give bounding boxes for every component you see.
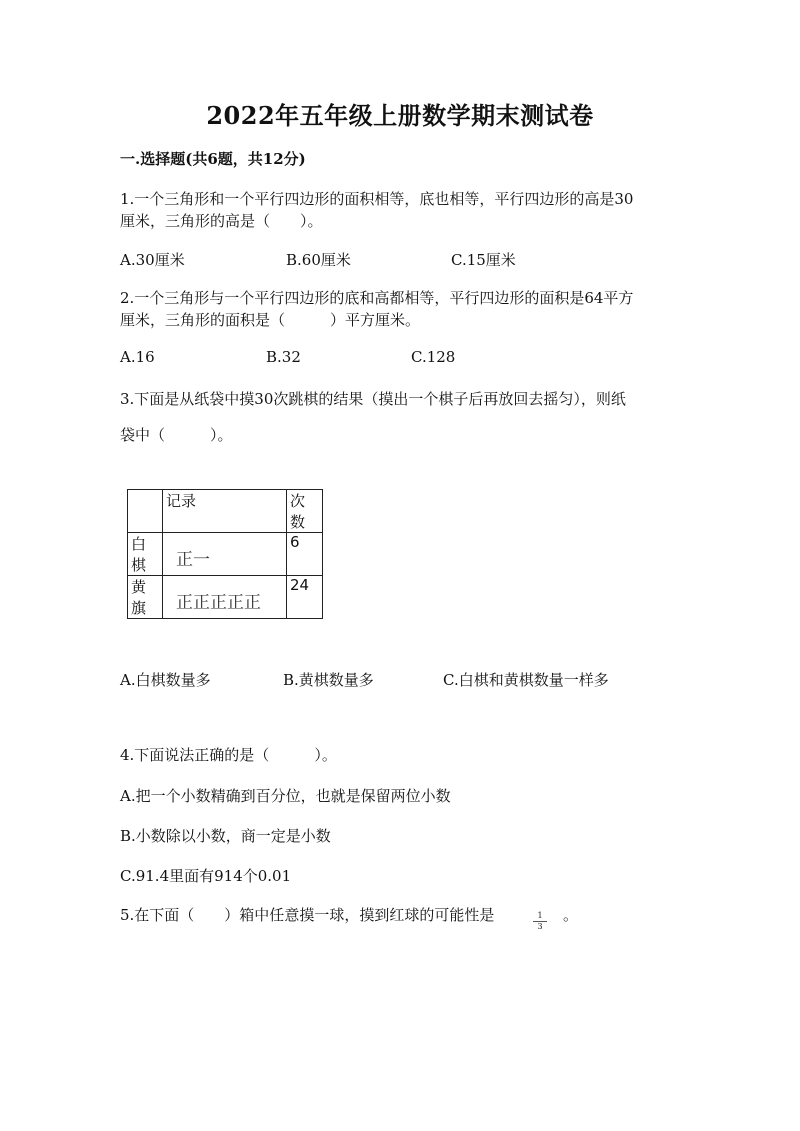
- table-header-record: 记录: [163, 490, 287, 533]
- table-cell: [128, 490, 163, 533]
- q4-option-b: B.小数除以小数，商一定是小数: [120, 827, 331, 845]
- fraction-numerator: 1: [533, 911, 547, 922]
- q3-line2: 袋中（ ）。: [120, 426, 233, 444]
- tally-table: [127, 489, 323, 619]
- q5-stem: 5.在下面（ ）箱中任意摸一球，摸到红球的可能性是: [120, 906, 495, 924]
- q1-option-c: C.15厘米: [451, 251, 516, 269]
- q2-line2: 厘米，三角形的面积是（ ）平方厘米。: [120, 311, 421, 329]
- q4-option-a: A.把一个小数精确到百分位，也就是保留两位小数: [120, 787, 451, 805]
- row-label-yellow: 黄旗: [128, 576, 163, 619]
- section-heading: 一.选择题(共6题，共12分): [120, 150, 306, 168]
- count-white: 6: [287, 533, 323, 576]
- tally-marks-white: 正一: [176, 550, 210, 570]
- table-row: [128, 533, 323, 576]
- q2-option-c: C.128: [411, 348, 456, 366]
- fraction-denominator: 3: [537, 922, 543, 931]
- q4-stem: 4.下面说法正确的是（ ）。: [120, 746, 337, 764]
- table-row: [128, 490, 323, 533]
- fraction: [533, 911, 547, 932]
- row-label-white: 白棋: [128, 533, 163, 576]
- count-yellow: 24: [287, 576, 323, 619]
- q3-option-a: A.白棋数量多: [120, 671, 211, 689]
- tally-cell: [163, 533, 287, 576]
- q3-option-b: B.黄棋数量多: [283, 671, 374, 689]
- q1-option-a: A.30厘米: [120, 251, 185, 269]
- q5-end-mark: 。: [563, 906, 579, 924]
- q2-line1: 2.一个三角形与一个平行四边形的底和高都相等，平行四边形的面积是64平方: [120, 289, 634, 307]
- q1-option-b: B.60厘米: [286, 251, 351, 269]
- q4-option-c: C.91.4里面有914个0.01: [120, 867, 292, 885]
- table-header-count: 次数: [287, 490, 323, 533]
- q3-option-c: C.白棋和黄棋数量一样多: [443, 671, 609, 689]
- q1-line1: 1.一个三角形和一个平行四边形的面积相等，底也相等，平行四边形的高是30: [120, 190, 634, 208]
- page-title: 2022年五年级上册数学期末测试卷: [206, 101, 594, 130]
- q3-line1: 3.下面是从纸袋中摸30次跳棋的结果（摸出一个棋子后再放回去摇匀），则纸: [120, 390, 626, 408]
- q2-option-b: B.32: [266, 348, 301, 366]
- q2-option-a: A.16: [120, 348, 155, 366]
- q1-line2: 厘米，三角形的高是（ ）。: [120, 212, 323, 230]
- tally-marks-yellow: 正正正正正: [176, 593, 261, 613]
- tally-cell: [163, 576, 287, 619]
- table-row: [128, 576, 323, 619]
